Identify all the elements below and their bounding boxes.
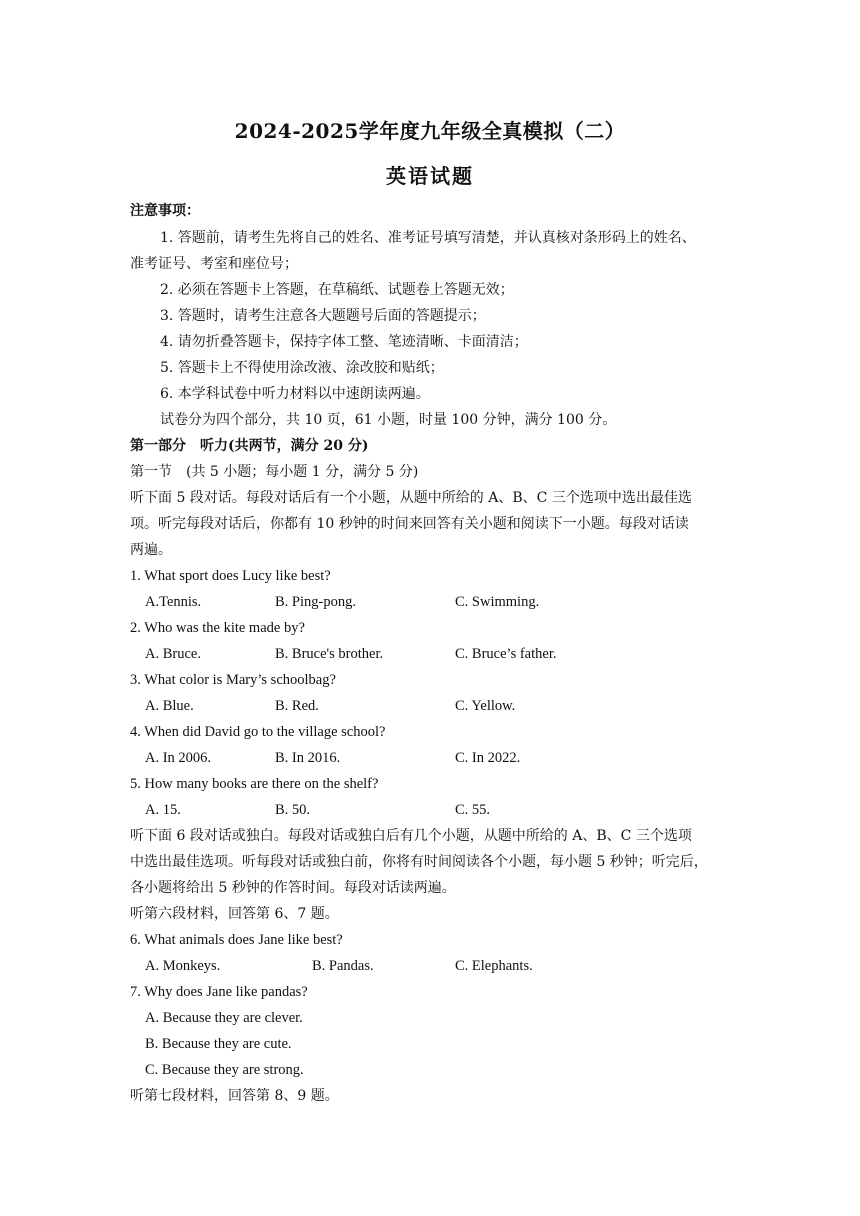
notice-item: 4. 请勿折叠答题卡，保持字体工整、笔迹清晰、卡面清洁； [160, 334, 528, 350]
notice-heading: 注意事项： [130, 203, 200, 219]
option-b: B. Pandas. [312, 958, 374, 974]
section2-instruction: 听下面 6 段对话或独白。每段对话或独白后有几个小题，从题中所给的 A、B、C 三个选项 [130, 828, 692, 844]
option-b: B. Bruce's brother. [275, 646, 384, 662]
notice-item: 2. 必须在答题卡上答题，在草稿纸、试题卷上答题无效； [160, 282, 514, 298]
question-stem: 2. Who was the kite made by? [130, 620, 305, 636]
option-b: B. Ping-pong. [275, 594, 356, 610]
question-stem: 1. What sport does Lucy like best? [130, 568, 331, 584]
option-b: B. Red. [275, 698, 319, 714]
option-a: A. In 2006. [145, 750, 212, 766]
notice-item: 准考证号、考室和座位号； [130, 256, 298, 272]
question-stem: 3. What color is Mary’s schoolbag? [130, 672, 336, 688]
question-stem: 7. Why does Jane like pandas? [130, 984, 308, 1000]
notice-item: 6. 本学科试卷中听力材料以中速朗读两遍。 [160, 386, 430, 402]
material-prompt: 听第七段材料，回答第 8、9 题。 [130, 1088, 339, 1104]
notice-item: 1. 答题前，请考生先将自己的姓名、准考证号填写清楚，并认真核对条形码上的姓名、 [160, 230, 696, 246]
exam-title: 2024-2025学年度九年级全真模拟（二） [234, 119, 626, 143]
section1-heading: 第一节 (共 5 小题；每小题 1 分，满分 5 分) [130, 464, 419, 480]
option-a: A. Blue. [145, 698, 194, 714]
question-stem: 5. How many books are there on the shelf? [130, 776, 379, 792]
question-stem: 4. When did David go to the village school? [130, 724, 386, 740]
option-a: A.Tennis. [145, 594, 202, 610]
section2-instruction: 中选出最佳选项。听每段对话或独白前，你将有时间阅读各个小题，每小题 5 秒钟；听完后， [130, 854, 708, 870]
question-stem: 6. What animals does Jane like best? [130, 932, 343, 948]
option-b: B. 50. [275, 802, 311, 818]
option-b: B. Because they are cute. [145, 1036, 292, 1052]
option-c: C. Because they are strong. [145, 1062, 304, 1078]
section1-instruction: 项。听完每段对话后，你都有 10 秒钟的时间来回答有关小题和阅读下一小题。每段对话读 [130, 516, 689, 532]
exam-subject: 英语试题 [386, 164, 474, 188]
option-c: C. Elephants. [455, 958, 533, 974]
option-c: C. Swimming. [455, 594, 540, 610]
section1-instruction: 两遍。 [130, 542, 172, 558]
option-a: A. Monkeys. [145, 958, 221, 974]
option-c: C. 55. [455, 802, 491, 818]
section1-instruction: 听下面 5 段对话。每段对话后有一个小题，从题中所给的 A、B、C 三个选项中选出最佳选 [130, 490, 692, 506]
option-a: A. 15. [145, 802, 181, 818]
option-a: A. Bruce. [145, 646, 201, 662]
option-a: A. Because they are clever. [145, 1010, 303, 1026]
notice-item: 5. 答题卡上不得使用涂改液、涂改胶和贴纸； [160, 360, 444, 376]
notice-summary: 试卷分为四个部分，共 10 页，61 小题，时量 100 分钟，满分 100 分。 [160, 412, 617, 428]
option-c: C. Yellow. [455, 698, 516, 714]
notice-item: 3. 答题时，请考生注意各大题题号后面的答题提示； [160, 308, 486, 324]
section2-instruction: 各小题将给出 5 秒钟的作答时间。每段对话读两遍。 [130, 880, 456, 896]
option-b: B. In 2016. [275, 750, 341, 766]
option-c: C. Bruce’s father. [455, 646, 557, 662]
material-prompt: 听第六段材料，回答第 6、7 题。 [130, 906, 339, 922]
part1-heading: 第一部分 听力(共两节，满分 20 分) [130, 438, 369, 454]
option-c: C. In 2022. [455, 750, 521, 766]
